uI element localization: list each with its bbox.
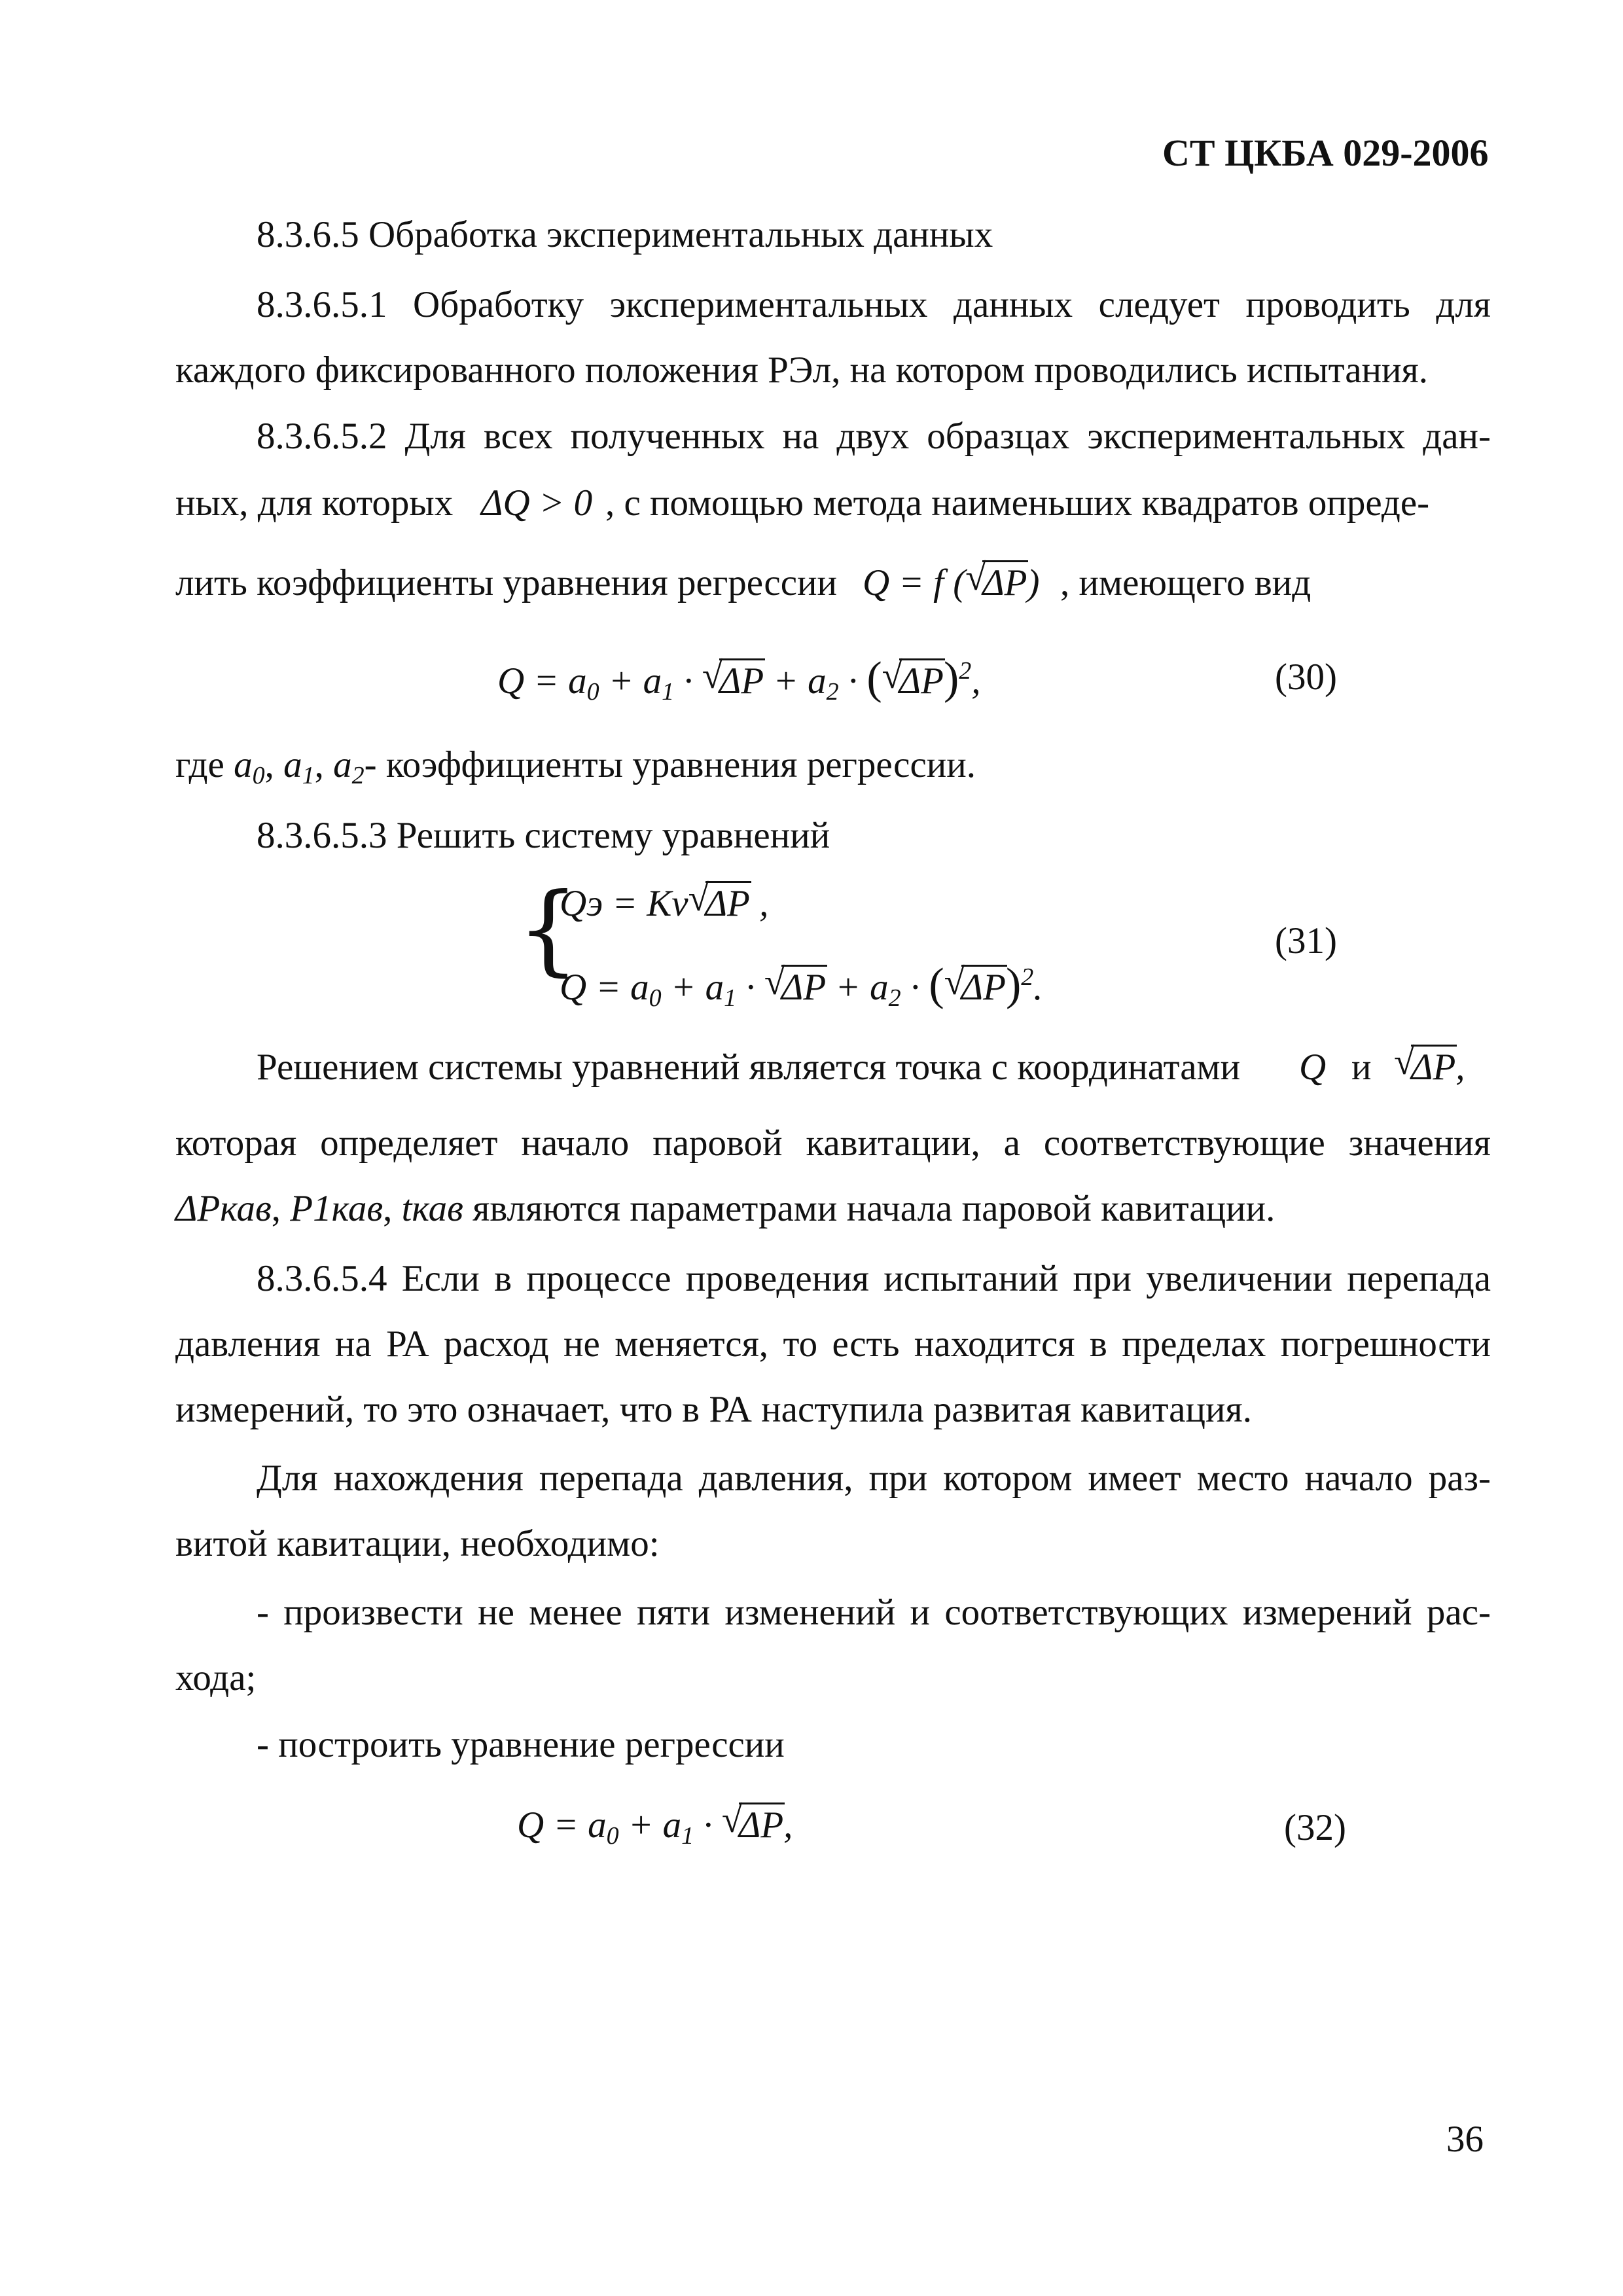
eq31-plus2: + a (826, 967, 889, 1008)
eq32-sub1: 1 (681, 1822, 694, 1850)
list-item-1-line-1: - произвести не менее пяти изменений и соответствующих измерений рас- (257, 1592, 1491, 1633)
eq30-plus2: + a (764, 660, 827, 702)
eq31-row1-sqrt: √ ΔP (688, 878, 750, 924)
inline-formula-regression-close: ) (1027, 562, 1040, 603)
coef-a0-sub: 0 (252, 762, 265, 789)
eq30-sqrt2-radicand: ΔP (899, 660, 944, 702)
eq30-sqrt1: √ ΔP (702, 655, 764, 702)
eq32-dot1: · (694, 1804, 722, 1846)
solution-line-3 (175, 1190, 1275, 1227)
eq31-row1-tail: , (749, 883, 769, 924)
eq31-sqrt2: √ ΔP (944, 961, 1006, 1008)
eq31-sub1: 1 (724, 984, 737, 1012)
system-brace: { (517, 872, 580, 986)
eq31-sqrt2-radicand: ΔP (961, 967, 1006, 1008)
paragraph-8-3-6-5-2-line-3a: лить коэффициенты уравнения регрессии (175, 562, 838, 603)
eq32-sqrt1-radicand: ΔP (738, 1804, 784, 1846)
eq31-dot2: · (901, 967, 929, 1008)
inline-formula-regression-lhs: Q = f ( (863, 562, 966, 603)
eq31-sub2: 2 (888, 984, 901, 1012)
solution-sqrt-radicand: ΔP (1411, 1047, 1456, 1088)
symbol-t-kav: tкав (401, 1188, 463, 1229)
inline-formula-regression (863, 557, 1040, 603)
eq31-power: 2 (1021, 963, 1034, 991)
solution-line-1 (257, 1049, 1240, 1086)
sqrt-delta-p-radicand: ΔP (982, 562, 1027, 603)
comma-a: , (271, 1188, 291, 1229)
eq30-lhs: Q = a (497, 660, 587, 702)
eq31-sqrt1: √ ΔP (764, 961, 827, 1008)
comma-1: , (264, 744, 284, 785)
eq31-sub0: 0 (649, 984, 662, 1012)
eq30-dot1: · (674, 660, 702, 702)
eq30-tail: , (971, 660, 981, 702)
list-item-2: - построить уравнение регрессии (257, 1724, 785, 1765)
equation-number-30: (30) (1275, 656, 1337, 698)
eq30-sub0: 0 (586, 678, 599, 706)
coef-a0: a (234, 744, 253, 785)
coef-a2: a (333, 744, 352, 785)
paragraph-8-3-6-5-2-line-2a: ных, для которых (175, 482, 454, 524)
eq32-sqrt1: √ ΔP (721, 1799, 784, 1846)
paragraph-8-3-6-5-2-line-2b: , с помощью метода наименьших квадратов опреде- (605, 482, 1430, 524)
equation-31-row-2: $Q = a_0 + a_1$ · √ $\Delta P + a_2$ · ( √ ΔP)$^2$. (560, 960, 1043, 1012)
solution-line-3-text: являются параметрами начала паровой кавитации. (463, 1188, 1275, 1229)
equation-number-31: (31) (1275, 920, 1337, 961)
symbol-p1-kav: P1кав (290, 1188, 383, 1229)
eq30-sub1: 1 (662, 678, 675, 706)
paragraph-8-3-6-5-4-line-1: 8.3.6.5.4 Если в процессе проведения испытаний при увеличении перепада (257, 1258, 1491, 1299)
paragraph-8-3-6-5-4-line-2: давления на РА расход не меняется, то есть находится в пределах погрешности (175, 1323, 1491, 1365)
coefficients-definition (175, 746, 976, 788)
solution-sqrt (1394, 1041, 1465, 1088)
symbol-delta-p-kav: ΔPкав (175, 1188, 272, 1229)
equation-31-row-1 (560, 878, 769, 924)
paragraph-8-3-6-5-3: 8.3.6.5.3 Решить систему уравнений (257, 815, 830, 856)
document-code-header: СТ ЦКБА 029-2006 (1162, 132, 1489, 174)
where-text: - коэффициенты уравнения регрессии. (364, 744, 976, 785)
paragraph-8-3-6-5-2-line-3b: , имеющего вид (1060, 562, 1311, 603)
eq31-sqrt1-radicand: ΔP (781, 967, 827, 1008)
comma-b: , (383, 1188, 402, 1229)
paragraph-8-3-6-5-1-line-2: каждого фиксированного положения РЭл, на котором проводились испытания. (175, 350, 1428, 391)
sqrt-delta-p: √ ΔP (965, 557, 1027, 603)
eq32-tail: , (783, 1804, 793, 1846)
where-prefix: где (175, 744, 234, 785)
solution-line-2: которая определяет начало паровой кавитации, а соответствующие значения (175, 1122, 1491, 1164)
eq30-sub2: 2 (826, 678, 839, 706)
equation-32 (517, 1799, 793, 1850)
eq32-plus1: + a (618, 1804, 682, 1846)
equation-number-32: (32) (1284, 1807, 1346, 1848)
equation-30: $Q = a_0 + a_1$ · √ $\Delta P + a_2$ · ( √ ΔP)$^2$, (497, 653, 981, 706)
solution-sqrt-delta-p: √ ΔP (1394, 1041, 1456, 1088)
eq30-power: 2 (959, 657, 972, 685)
solution-line-1-text: Решением системы уравнений является точка с координатами (257, 1047, 1241, 1088)
coef-a2-sub: 2 (351, 762, 365, 789)
eq31-dot1: · (736, 967, 764, 1008)
developed-cavitation-line-2: витой кавитации, необходимо: (175, 1523, 660, 1564)
solution-and: и (1351, 1047, 1372, 1088)
eq31-tail: . (1033, 967, 1043, 1008)
eq31-row2-lhs: Q = a (560, 967, 649, 1008)
solution-q-symbol: Q (1299, 1047, 1327, 1088)
eq31-row1-sqrt-radicand: ΔP (705, 883, 750, 924)
eq32-lhs: Q = a (517, 1804, 607, 1846)
paragraph-8-3-6-5-2-line-1: 8.3.6.5.2 Для всех полученных на двух образцах экспериментальных дан- (257, 416, 1491, 457)
eq30-plus1: + a (599, 660, 662, 702)
eq31-row1-lhs: Qэ = Kv (560, 883, 688, 924)
eq30-dot2: · (838, 660, 867, 702)
comma-2: , (314, 744, 334, 785)
paragraph-8-3-6-5-1-line-1: 8.3.6.5.1 Обработку экспериментальных данных следует проводить для (257, 284, 1491, 325)
eq30-sqrt2: √ ΔP (882, 655, 944, 702)
eq32-sub0: 0 (606, 1822, 619, 1850)
coef-a1: a (283, 744, 302, 785)
eq31-plus1: + a (661, 967, 724, 1008)
solution-line-1-tail: , (1455, 1047, 1465, 1088)
page-number: 36 (1446, 2119, 1484, 2160)
eq30-sqrt1-radicand: ΔP (719, 660, 764, 702)
developed-cavitation-line-1: Для нахождения перепада давления, при котором имеет место начало раз- (257, 1458, 1491, 1499)
section-heading-8-3-6-5: 8.3.6.5 Обработка экспериментальных данных (257, 214, 993, 255)
paragraph-8-3-6-5-4-line-3: измерений, то это означает, что в РА наступила развитая кавитация. (175, 1389, 1252, 1430)
inline-formula-delta-q: ΔQ > 0 (481, 482, 593, 524)
list-item-1-line-2: хода; (175, 1657, 257, 1698)
coef-a1-sub: 1 (302, 762, 315, 789)
